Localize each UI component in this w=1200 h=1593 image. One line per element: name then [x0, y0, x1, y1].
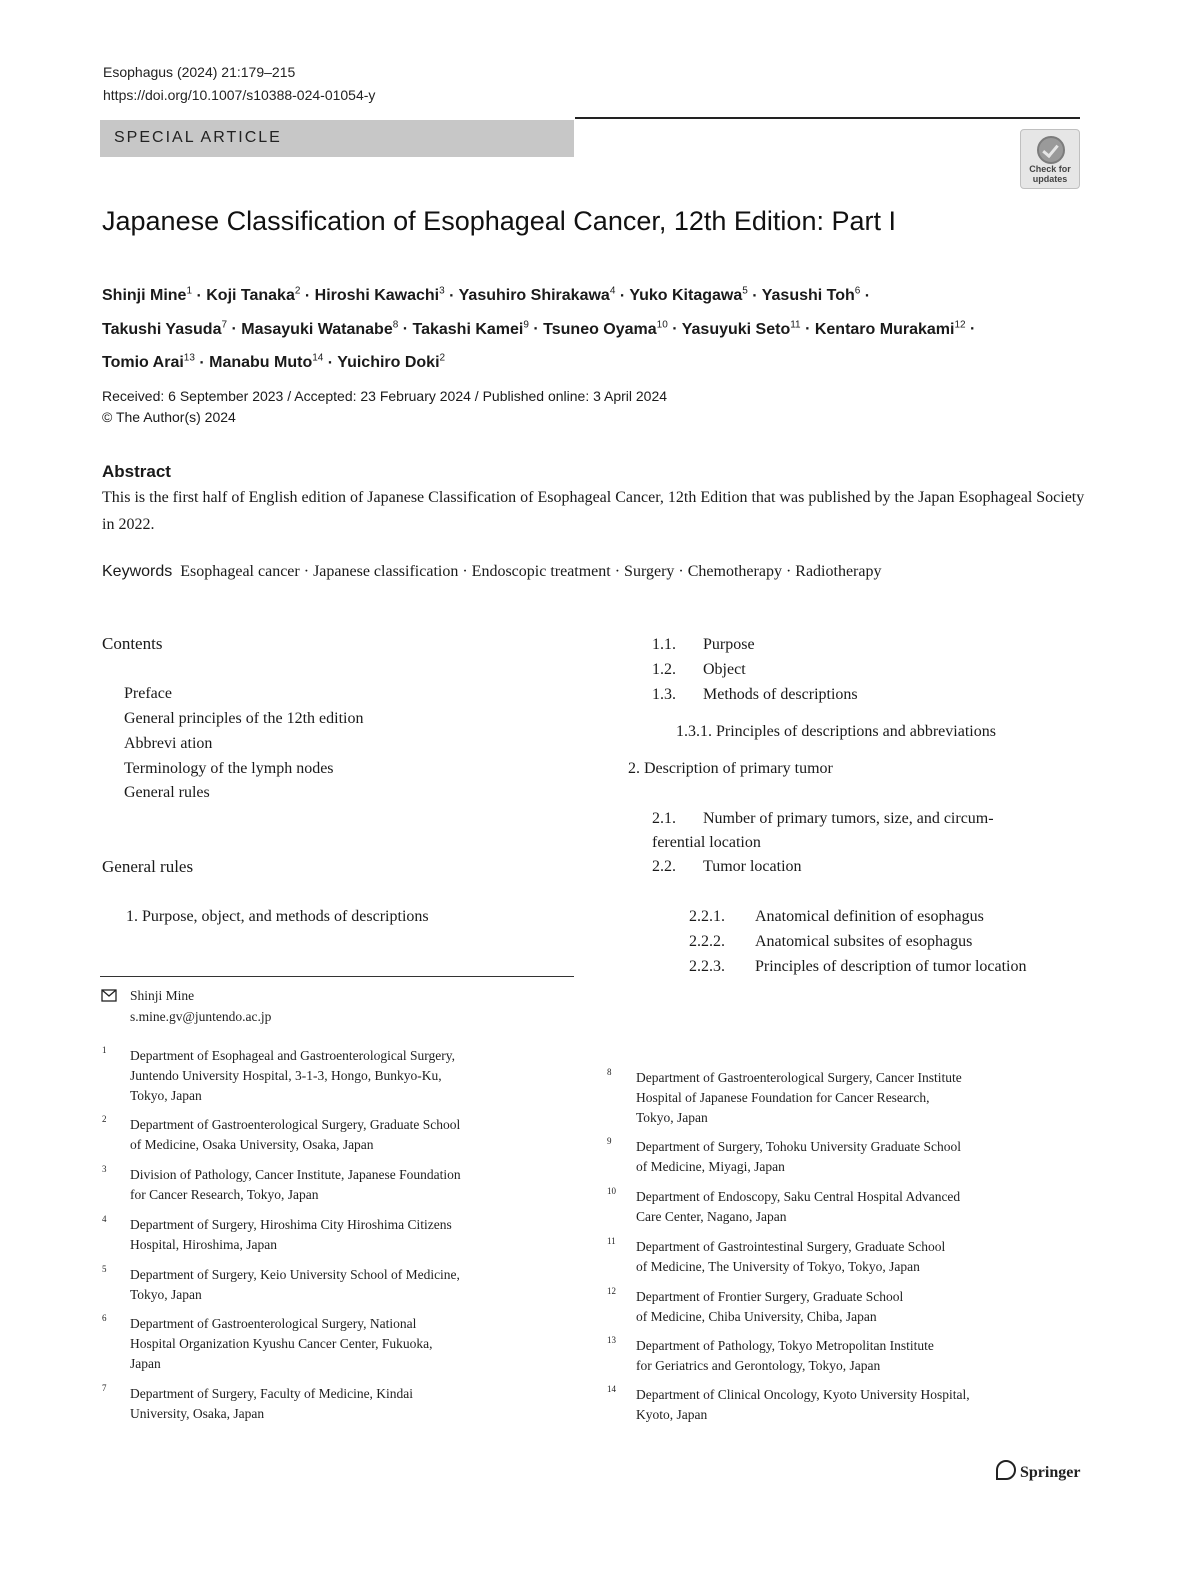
affiliation-9: Department of Surgery, Tohoku University Graduate School of Medicine, Miyagi, Japan	[636, 1139, 961, 1174]
toc-item-general-principles[interactable]: General principles of the 12th edition	[124, 710, 364, 727]
dates-line: Received: 6 September 2023 / Accepted: 23 February 2024 / Published online: 3 April 2024	[102, 388, 668, 404]
toc-num: 1.2.	[652, 661, 676, 678]
author[interactable]: Yasushi Toh$^6$	[761, 286, 861, 305]
toc-item-anatomical-subsites[interactable]: Anatomical subsites of esophagus	[755, 933, 973, 950]
affiliation-3: Division of Pathology, Cancer Institute, Japanese Foundation for Cancer Research, Tokyo, Japan	[130, 1167, 461, 1202]
article-title: Japanese Classification of Esophageal Cancer, 12th Edition: Part I	[102, 206, 896, 236]
toc-item-general-rules[interactable]: General rules	[124, 784, 210, 801]
toc-item-object[interactable]: Object	[703, 661, 746, 678]
affiliation-12: Department of Frontier Surgery, Graduate School of Medicine, Chiba University, Chiba, Japan	[636, 1289, 904, 1324]
springer-horse-icon	[996, 1460, 1016, 1480]
aff-number: 9	[607, 1136, 612, 1146]
author[interactable]: Takushi Yasuda$^7$	[102, 319, 228, 338]
author[interactable]: Koji Tanaka$^2$	[206, 286, 301, 305]
toc-item-tumor-location[interactable]: Tumor location	[703, 858, 802, 875]
author[interactable]: Yasuyuki Seto$^{11}$	[681, 319, 801, 338]
publication-dates	[102, 386, 667, 428]
aff-number: 8	[607, 1067, 612, 1077]
toc-num: 2.2.1.	[689, 908, 725, 925]
badge-label: Check for updates	[1029, 164, 1071, 184]
toc-num: 2.2.	[652, 858, 676, 875]
toc-num: 2.2.3.	[689, 958, 725, 975]
publisher-logo	[996, 1460, 1080, 1482]
affiliation-8: Department of Gastroenterological Surgery, Cancer Institute Hospital of Japanese Foundation for Cancer Research, Tokyo, Japan	[636, 1070, 962, 1125]
toc-item-terminology[interactable]: Terminology of the lymph nodes	[124, 760, 334, 777]
footnote-rule	[100, 976, 574, 977]
author[interactable]: Yuichiro Doki$^2$	[337, 352, 446, 371]
aff-number: 13	[607, 1335, 616, 1345]
check-updates-icon	[1037, 136, 1065, 164]
header-rule	[575, 117, 1080, 119]
aff-number: 5	[102, 1264, 107, 1274]
keywords-text: Esophageal cancer · Japanese classification · Endoscopic treatment · Surgery · Chemotherapy · Radiotherapy	[180, 563, 882, 580]
toc-num: 2.1.	[652, 810, 676, 827]
affiliation-13: Department of Pathology, Tokyo Metropolitan Institute for Geriatrics and Gerontology, Tokyo, Japan	[636, 1338, 934, 1373]
toc-num: 1.3.	[652, 686, 676, 703]
author[interactable]: Takashi Kamei$^9$	[412, 319, 529, 338]
toc-num: 1.1.	[652, 636, 676, 653]
keywords-label: Keywords	[102, 563, 173, 580]
journal-citation: Esophagus (2024) 21:179–215	[103, 64, 296, 80]
toc-item-anatomical-definition[interactable]: Anatomical definition of esophagus	[755, 908, 984, 925]
check-for-updates-badge[interactable]	[1020, 129, 1080, 189]
doi-link[interactable]: https://doi.org/10.1007/s10388-024-01054-y	[103, 87, 376, 103]
author[interactable]: Masayuki Watanabe$^8$	[241, 319, 399, 338]
author[interactable]: Tsuneo Oyama$^{10}$	[543, 319, 668, 338]
affiliation-7: Department of Surgery, Faculty of Medicine, Kindai University, Osaka, Japan	[130, 1386, 414, 1421]
aff-number: 12	[607, 1286, 616, 1296]
toc-item-abbreviation[interactable]: Abbrevi ation	[124, 735, 213, 752]
toc-item-number-size[interactable]: Number of primary tumors, size, and circum-	[703, 810, 994, 827]
affiliation-6: Department of Gastroenterological Surgery, National Hospital Organization Kyushu Cancer Center, Fukuoka, Japan	[130, 1316, 433, 1371]
affiliation-11: Department of Gastrointestinal Surgery, Graduate School of Medicine, The University of Tokyo, Tokyo, Japan	[636, 1239, 946, 1274]
correspondence-email[interactable]: s.mine.gv@juntendo.ac.jp	[130, 1009, 272, 1024]
toc-item-principles[interactable]: 1.3.1. Principles of descriptions and abbreviations	[676, 723, 996, 740]
toc-item-number-size-cont[interactable]: ferential location	[652, 834, 761, 851]
correspondence-name: Shinji Mine	[130, 988, 195, 1003]
publisher-name: Springer	[1020, 1464, 1081, 1481]
envelope-icon	[101, 989, 117, 1007]
aff-number: 14	[607, 1384, 616, 1394]
keywords	[102, 558, 1087, 585]
aff-number: 10	[607, 1186, 616, 1196]
aff-number: 7	[102, 1383, 107, 1393]
toc-item-primary-tumor[interactable]: 2. Description of primary tumor	[628, 760, 833, 777]
affiliation-10: Department of Endoscopy, Saku Central Hospital Advanced Care Center, Nagano, Japan	[636, 1189, 961, 1224]
aff-number: 11	[607, 1236, 616, 1246]
aff-number: 6	[102, 1313, 107, 1323]
aff-number: 2	[102, 1114, 107, 1124]
author[interactable]: Kentaro Murakami$^{12}$	[814, 319, 966, 338]
abstract-heading: Abstract	[102, 462, 171, 481]
author[interactable]: Manabu Muto$^{14}$	[209, 352, 324, 371]
toc-item-methods[interactable]: Methods of descriptions	[703, 686, 858, 703]
contents-heading: Contents	[102, 634, 163, 653]
toc-item-rule-1[interactable]: 1. Purpose, object, and methods of descriptions	[126, 908, 429, 925]
author[interactable]: Yasuhiro Shirakawa$^4$	[458, 286, 616, 305]
affiliation-14: Department of Clinical Oncology, Kyoto University Hospital, Kyoto, Japan	[636, 1387, 970, 1422]
author[interactable]: Yuko Kitagawa$^5$	[629, 286, 748, 305]
copyright-line: © The Author(s) 2024	[102, 409, 236, 425]
toc-item-preface[interactable]: Preface	[124, 685, 172, 702]
affiliation-5: Department of Surgery, Keio University School of Medicine, Tokyo, Japan	[130, 1267, 460, 1302]
author-list: Shinji Mine$^1$ · Koji Tanaka$^2$ · Hiroshi Kawachi$^3$ · Yasuhiro Shirakawa$^4$ · Yuko Kitagawa$^5$ · Yasushi Toh$^6$ · Takushi Yasuda$^7$ · Masayuki Watanabe$^8$ · Takashi Kamei$^9$ · Tsuneo Oyama$^{10}$ · Yasuyuki Seto$^{11}$ · Kentaro Murakami$^{12}$ · Tomio Arai$^{13}$ · Manabu Muto$^{14}$ · Yuichiro Doki$^2$	[102, 286, 976, 371]
toc-num: 2.2.2.	[689, 933, 725, 950]
affiliation-1: Department of Esophageal and Gastroenterological Surgery, Juntendo University Hospital, 3-1-3, Hongo, Bunkyo-Ku, Tokyo, Japan	[130, 1048, 456, 1103]
toc-item-purpose[interactable]: Purpose	[703, 636, 755, 653]
author[interactable]: Shinji Mine$^1$	[102, 286, 193, 305]
general-rules-heading: General rules	[102, 857, 194, 876]
abstract-text: This is the first half of English edition of Japanese Classification of Esophageal Cancer, 12th Edition that was published by the Japan Esophageal Society in 2022.	[102, 489, 1085, 533]
affiliation-2: Department of Gastroenterological Surgery, Graduate School of Medicine, Osaka University, Osaka, Japan	[130, 1117, 461, 1152]
article-type-banner	[100, 120, 574, 157]
aff-number: 4	[102, 1214, 107, 1224]
aff-number: 3	[102, 1164, 107, 1174]
aff-number: 1	[102, 1045, 107, 1055]
author[interactable]: Hiroshi Kawachi$^3$	[314, 286, 445, 305]
article-type: SPECIAL ARTICLE	[114, 129, 282, 146]
toc-item-tumor-location-principles[interactable]: Principles of description of tumor location	[755, 958, 1027, 975]
affiliation-4: Department of Surgery, Hiroshima City Hiroshima Citizens Hospital, Hiroshima, Japan	[130, 1217, 452, 1252]
author[interactable]: Tomio Arai$^{13}$	[102, 352, 195, 371]
